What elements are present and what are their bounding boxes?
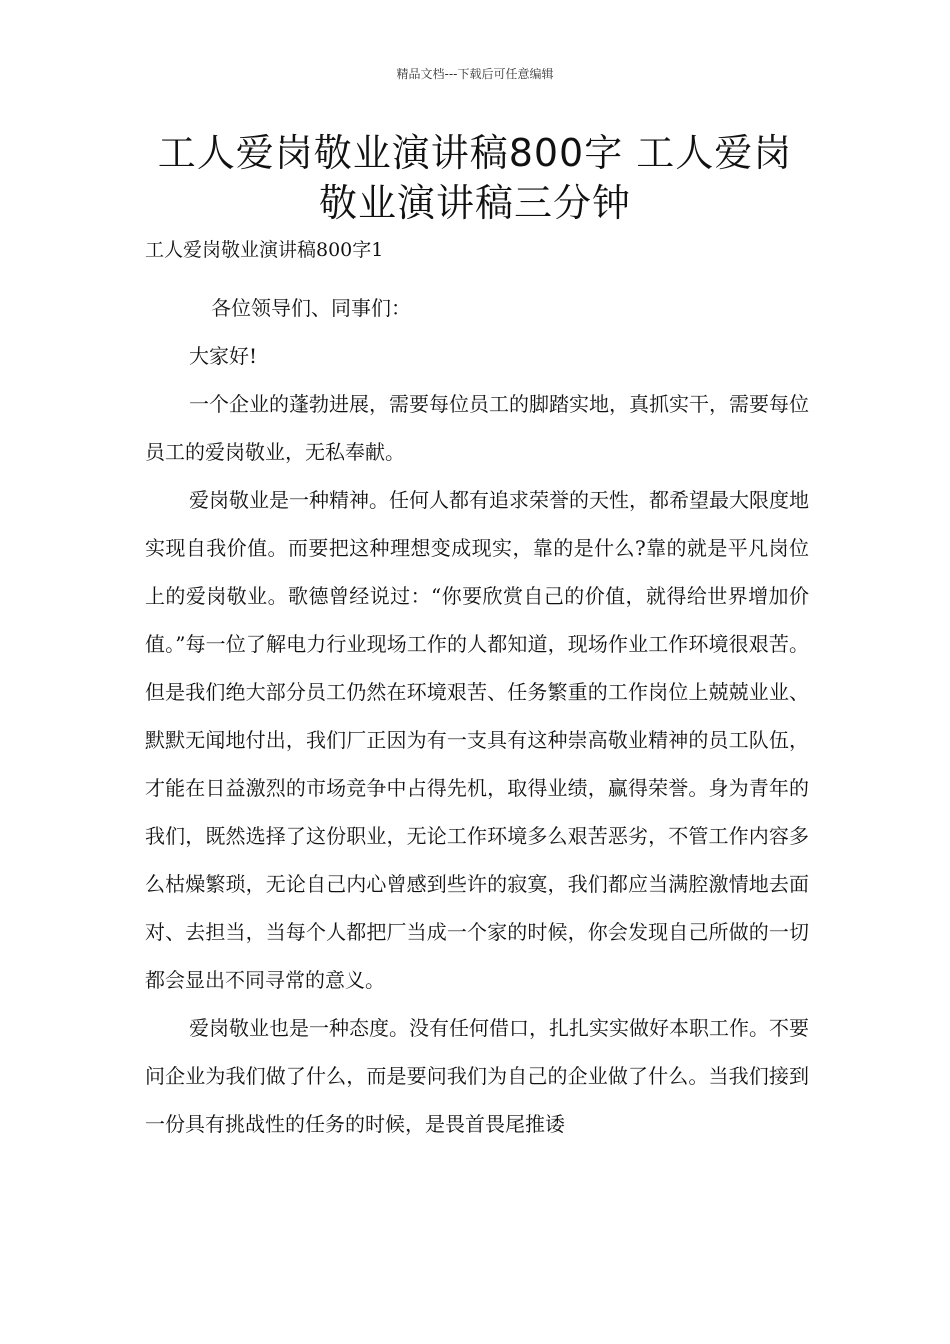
page-header: 精品文档---下载后可任意编辑 bbox=[396, 67, 554, 81]
greeting: 大家好! bbox=[189, 344, 258, 368]
document-body bbox=[145, 280, 809, 1148]
document-subtitle: 工人爱岗敬业演讲稿800字1 bbox=[145, 239, 384, 261]
paragraph-spirit: 爱岗敬业是一种精神。任何人都有追求荣誉的天性，都希望最大限度地实现自我价值。而要把这种理想变成现实，靠的是什么?靠的就是平凡岗位上的爱岗敬业。歌德曾经说过：“你要欣赏自己的价值，就得给世界增加价值。”每一位了解电力行业现场工作的人都知道，现场作业工作环境很艰苦。但是我们绝大部分员工仍然在环境艰苦、任务繁重的工作岗位上兢兢业业、默默无闻地付出，我们厂正因为有一支具有这种崇高敬业精神的员工队伍，才能在日益激烈的市场竞争中占得先机，取得业绩，赢得荣誉。身为青年的我们，既然选择了这份职业，无论工作环境多么艰苦恶劣，不管工作内容多么枯燥繁琐，无论自己内心曾感到些许的寂寞，我们都应当满腔激情地去面对、去担当，当每个人都把厂当成一个家的时候，你会发现自己所做的一切都会显出不同寻常的意义。 bbox=[145, 488, 809, 992]
paragraph-intro: 一个企业的蓬勃进展，需要每位员工的脚踏实地，真抓实干，需要每位员工的爱岗敬业，无私奉献。 bbox=[145, 392, 809, 464]
paragraph-attitude: 爱岗敬业也是一种态度。没有任何借口，扎扎实实做好本职工作。不要问企业为我们做了什么，而是要问我们为自己的企业做了什么。当我们接到一份具有挑战性的任务的时候，是畏首畏尾推诿 bbox=[145, 1016, 809, 1136]
document-title: 工人爱岗敬业演讲稿800字 工人爱岗敬业演讲稿三分钟 bbox=[157, 131, 793, 225]
salutation: 各位领导们、同事们： bbox=[211, 296, 411, 320]
